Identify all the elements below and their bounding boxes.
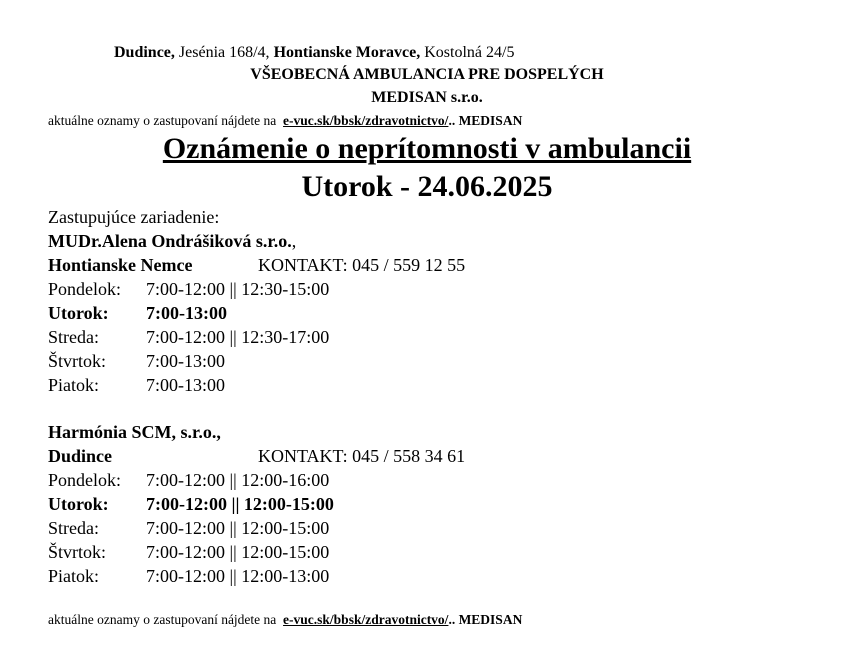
announcement-date: Utorok - 24.06.2025 bbox=[301, 170, 553, 203]
address-hontianske-moravce: Kostolná 24/5 bbox=[420, 44, 515, 61]
facility2-hours-row bbox=[48, 518, 329, 539]
city-hontianske-moravce: Hontianske Moravce, bbox=[273, 44, 421, 61]
hours-value: 7:00-13:00 bbox=[146, 351, 225, 371]
facility2-hours-row bbox=[48, 494, 334, 515]
facility1-name-suffix: , bbox=[291, 231, 297, 251]
company-title: MEDISAN s.r.o. bbox=[371, 89, 483, 106]
city-dudince: Dudince, bbox=[114, 44, 175, 61]
day-label: Utorok: bbox=[48, 494, 109, 514]
day-label: Piatok: bbox=[48, 566, 100, 586]
notice-line-bottom bbox=[48, 612, 522, 628]
facility1-location: Hontianske Nemce bbox=[48, 255, 193, 275]
day-label: Štvrtok: bbox=[48, 542, 107, 562]
notice-prefix: aktuálne oznamy o zastupovaní nájdete na bbox=[48, 612, 277, 627]
hours-value: 7:00-12:00 || 12:30-17:00 bbox=[146, 327, 330, 347]
notice-link[interactable]: e-vuc.sk/bbsk/zdravotnictvo/ bbox=[283, 612, 449, 627]
hours-value: 7:00-13:00 bbox=[146, 375, 225, 395]
facility1-hours-row bbox=[48, 375, 225, 396]
address-line bbox=[114, 44, 514, 62]
hours-value: 7:00-12:00 || 12:00-15:00 bbox=[146, 518, 330, 538]
facility1-location-row bbox=[48, 255, 648, 276]
facility1-name-row bbox=[48, 231, 296, 252]
notice-suffix: .. MEDISAN bbox=[448, 612, 523, 627]
day-label: Pondelok: bbox=[48, 470, 122, 490]
announcement-heading: Oznámenie o neprítomnosti v ambulancii bbox=[162, 132, 692, 165]
substitutes-label: Zastupujúce zariadenie: bbox=[48, 207, 220, 227]
facility2-name: Harmónia SCM, s.r.o., bbox=[48, 422, 221, 442]
day-label: Štvrtok: bbox=[48, 351, 107, 371]
hours-value: 7:00-12:00 || 12:00-15:00 bbox=[146, 542, 330, 562]
facility1-hours-row bbox=[48, 303, 227, 324]
facility1-hours-row bbox=[48, 279, 329, 300]
hours-value: 7:00-13:00 bbox=[146, 303, 227, 323]
hours-value: 7:00-12:00 || 12:00-15:00 bbox=[146, 494, 334, 514]
day-label: Streda: bbox=[48, 518, 99, 538]
facility2-hours-row bbox=[48, 566, 329, 587]
hours-value: 7:00-12:00 || 12:00-16:00 bbox=[146, 470, 330, 490]
facility1-hours-row bbox=[48, 327, 329, 348]
notice-prefix: aktuálne oznamy o zastupovaní nájdete na bbox=[48, 113, 277, 128]
facility2-location: Dudince bbox=[48, 446, 113, 466]
facility1-contact: KONTAKT: 045 / 559 12 55 bbox=[258, 255, 466, 275]
day-label: Piatok: bbox=[48, 375, 100, 395]
facility2-location-row bbox=[48, 446, 648, 467]
facility1-name: MUDr.Alena Ondrášiková s.r.o. bbox=[48, 231, 292, 251]
day-label: Utorok: bbox=[48, 303, 109, 323]
day-label: Pondelok: bbox=[48, 279, 122, 299]
facility2-hours-row bbox=[48, 470, 329, 491]
hours-value: 7:00-12:00 || 12:00-13:00 bbox=[146, 566, 330, 586]
address-dudince: Jesénia 168/4, bbox=[174, 44, 274, 61]
day-label: Streda: bbox=[48, 327, 99, 347]
facility2-contact: KONTAKT: 045 / 558 34 61 bbox=[258, 446, 466, 466]
notice-suffix: .. MEDISAN bbox=[448, 113, 523, 128]
notice-link[interactable]: e-vuc.sk/bbsk/zdravotnictvo/ bbox=[283, 113, 449, 128]
hours-value: 7:00-12:00 || 12:30-15:00 bbox=[146, 279, 330, 299]
notice-line-top bbox=[48, 113, 522, 129]
facility1-hours-row bbox=[48, 351, 225, 372]
facility2-hours-row bbox=[48, 542, 329, 563]
ambulance-title: VŠEOBECNÁ AMBULANCIA PRE DOSPELÝCH bbox=[250, 66, 604, 83]
